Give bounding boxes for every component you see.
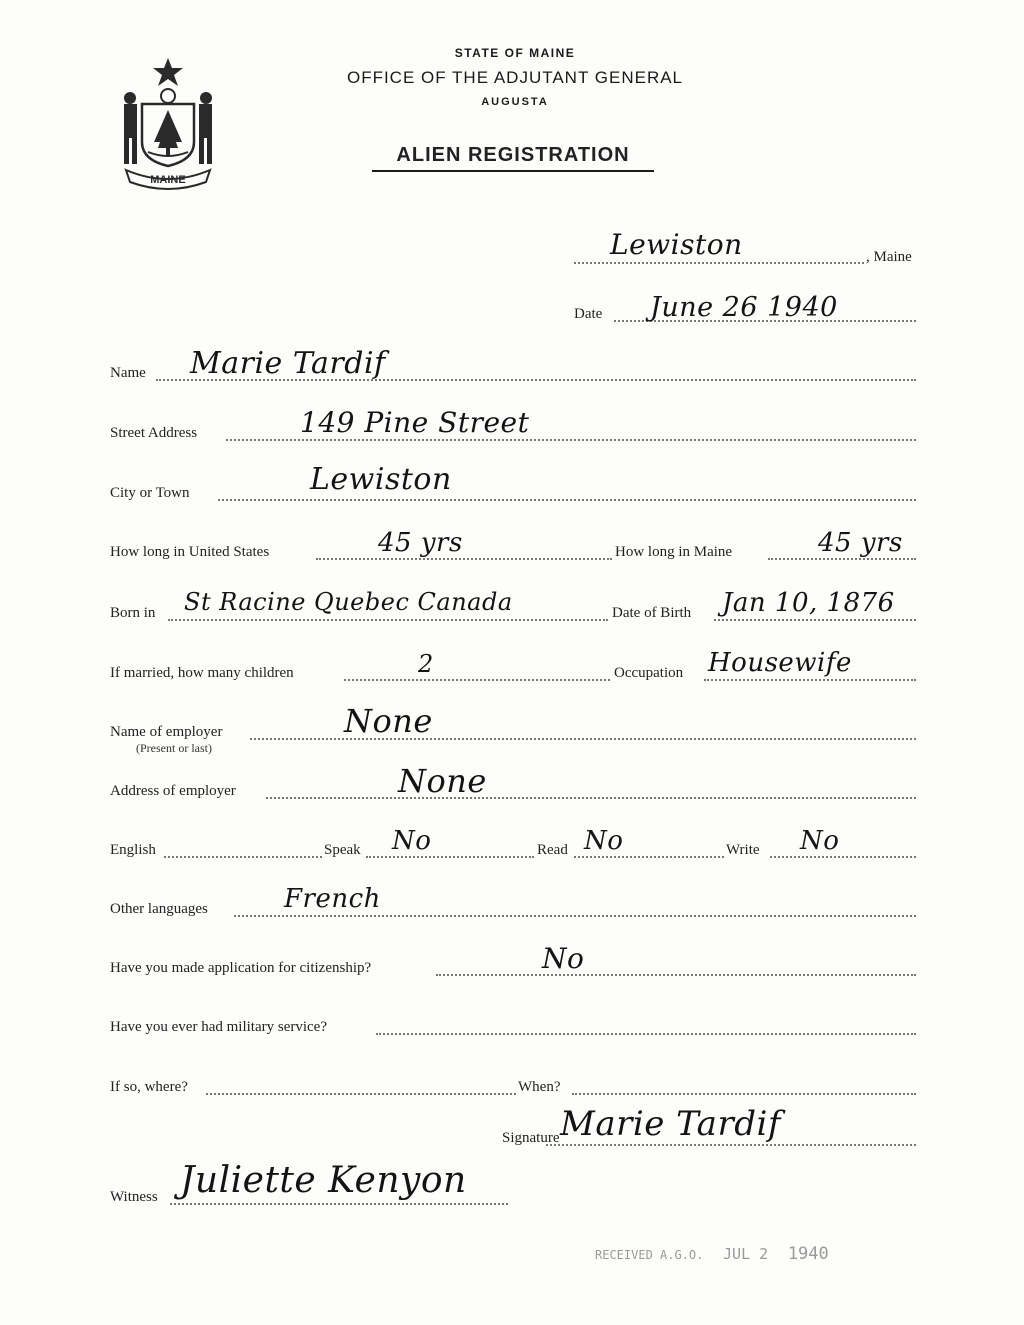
where-label: If so, where? <box>110 1079 188 1095</box>
when-label: When? <box>518 1079 561 1095</box>
date-label: Date <box>574 306 603 322</box>
dob-value[interactable]: Jan 10, 1876 <box>722 588 895 618</box>
speak-label: Speak <box>324 842 361 858</box>
born-in-value[interactable]: St Racine Quebec Canada <box>184 588 513 616</box>
children-label: If married, how many children <box>110 665 294 681</box>
other-languages-line <box>234 915 916 917</box>
read-label: Read <box>537 842 568 858</box>
date-value[interactable]: June 26 1940 <box>650 292 838 323</box>
employer-address-value[interactable]: None <box>398 762 487 800</box>
received-stamp <box>595 1244 839 1264</box>
header-state: STATE OF MAINE <box>454 46 576 60</box>
place-suffix: , Maine <box>866 249 912 265</box>
write-label: Write <box>726 842 760 858</box>
signature-line <box>546 1144 916 1146</box>
employer-value[interactable]: None <box>344 702 433 740</box>
employer-label: Name of employer <box>110 724 223 740</box>
employer-address-label: Address of employer <box>110 783 236 799</box>
form-title: ALIEN REGISTRATION <box>372 144 654 172</box>
other-languages-value[interactable]: French <box>284 884 381 914</box>
read-value[interactable]: No <box>584 826 624 856</box>
dob-label: Date of Birth <box>612 605 692 621</box>
us-duration-label: How long in United States <box>110 544 270 560</box>
military-label: Have you ever had military service? <box>110 1019 327 1035</box>
stamp-month: JUL 2 <box>723 1245 769 1263</box>
me-duration-value[interactable]: 45 yrs <box>818 528 903 558</box>
signature-label: Signature <box>502 1130 560 1146</box>
employer-sublabel: (Present or last) <box>136 741 212 755</box>
header-city: AUGUSTA <box>481 96 549 108</box>
when-line <box>572 1093 916 1095</box>
read-line <box>574 856 724 858</box>
military-line <box>376 1033 916 1035</box>
city-label: City or Town <box>110 485 190 501</box>
header-office: OFFICE OF THE ADJUTANT GENERAL <box>346 68 684 87</box>
name-label: Name <box>110 365 146 381</box>
street-label: Street Address <box>110 425 198 441</box>
us-duration-line <box>316 558 612 560</box>
write-value[interactable]: No <box>800 826 840 856</box>
city-line <box>218 499 916 501</box>
english-label: English <box>110 842 156 858</box>
dob-line <box>714 619 916 621</box>
signature-value[interactable]: Marie Tardif <box>560 1104 781 1144</box>
occupation-line <box>704 679 916 681</box>
name-value[interactable]: Marie Tardif <box>190 346 386 381</box>
english-line <box>164 856 322 858</box>
write-line <box>770 856 916 858</box>
employer-address-line <box>266 797 916 799</box>
stamp-received: RECEIVED A.G.O. <box>595 1248 704 1262</box>
born-in-label: Born in <box>110 605 156 621</box>
witness-label: Witness <box>110 1189 158 1205</box>
speak-value[interactable]: No <box>392 826 432 856</box>
stamp-year: 1940 <box>787 1244 829 1264</box>
born-in-line-2 <box>168 619 608 621</box>
street-value[interactable]: 149 Pine Street <box>300 406 530 439</box>
citizenship-line <box>436 974 916 976</box>
city-value[interactable]: Lewiston <box>310 462 452 497</box>
seal-text: MAINE <box>150 174 186 186</box>
occupation-label: Occupation <box>614 665 684 681</box>
street-line <box>226 439 916 441</box>
citizenship-value[interactable]: No <box>542 942 585 975</box>
speak-line <box>366 856 534 858</box>
place-line <box>574 262 864 264</box>
witness-value[interactable]: Juliette Kenyon <box>180 1160 467 1201</box>
us-duration-value[interactable]: 45 yrs <box>378 528 463 558</box>
children-value[interactable]: 2 <box>418 650 434 678</box>
place-value[interactable]: Lewiston <box>610 228 743 261</box>
me-duration-label: How long in Maine <box>615 544 733 560</box>
me-duration-line <box>768 558 916 560</box>
where-line <box>206 1093 516 1095</box>
children-line <box>344 679 610 681</box>
occupation-value[interactable]: Housewife <box>708 648 852 678</box>
other-languages-label: Other languages <box>110 901 208 917</box>
witness-line <box>170 1203 508 1205</box>
citizenship-label: Have you made application for citizenship? <box>110 960 372 976</box>
state-seal-icon <box>108 56 228 191</box>
